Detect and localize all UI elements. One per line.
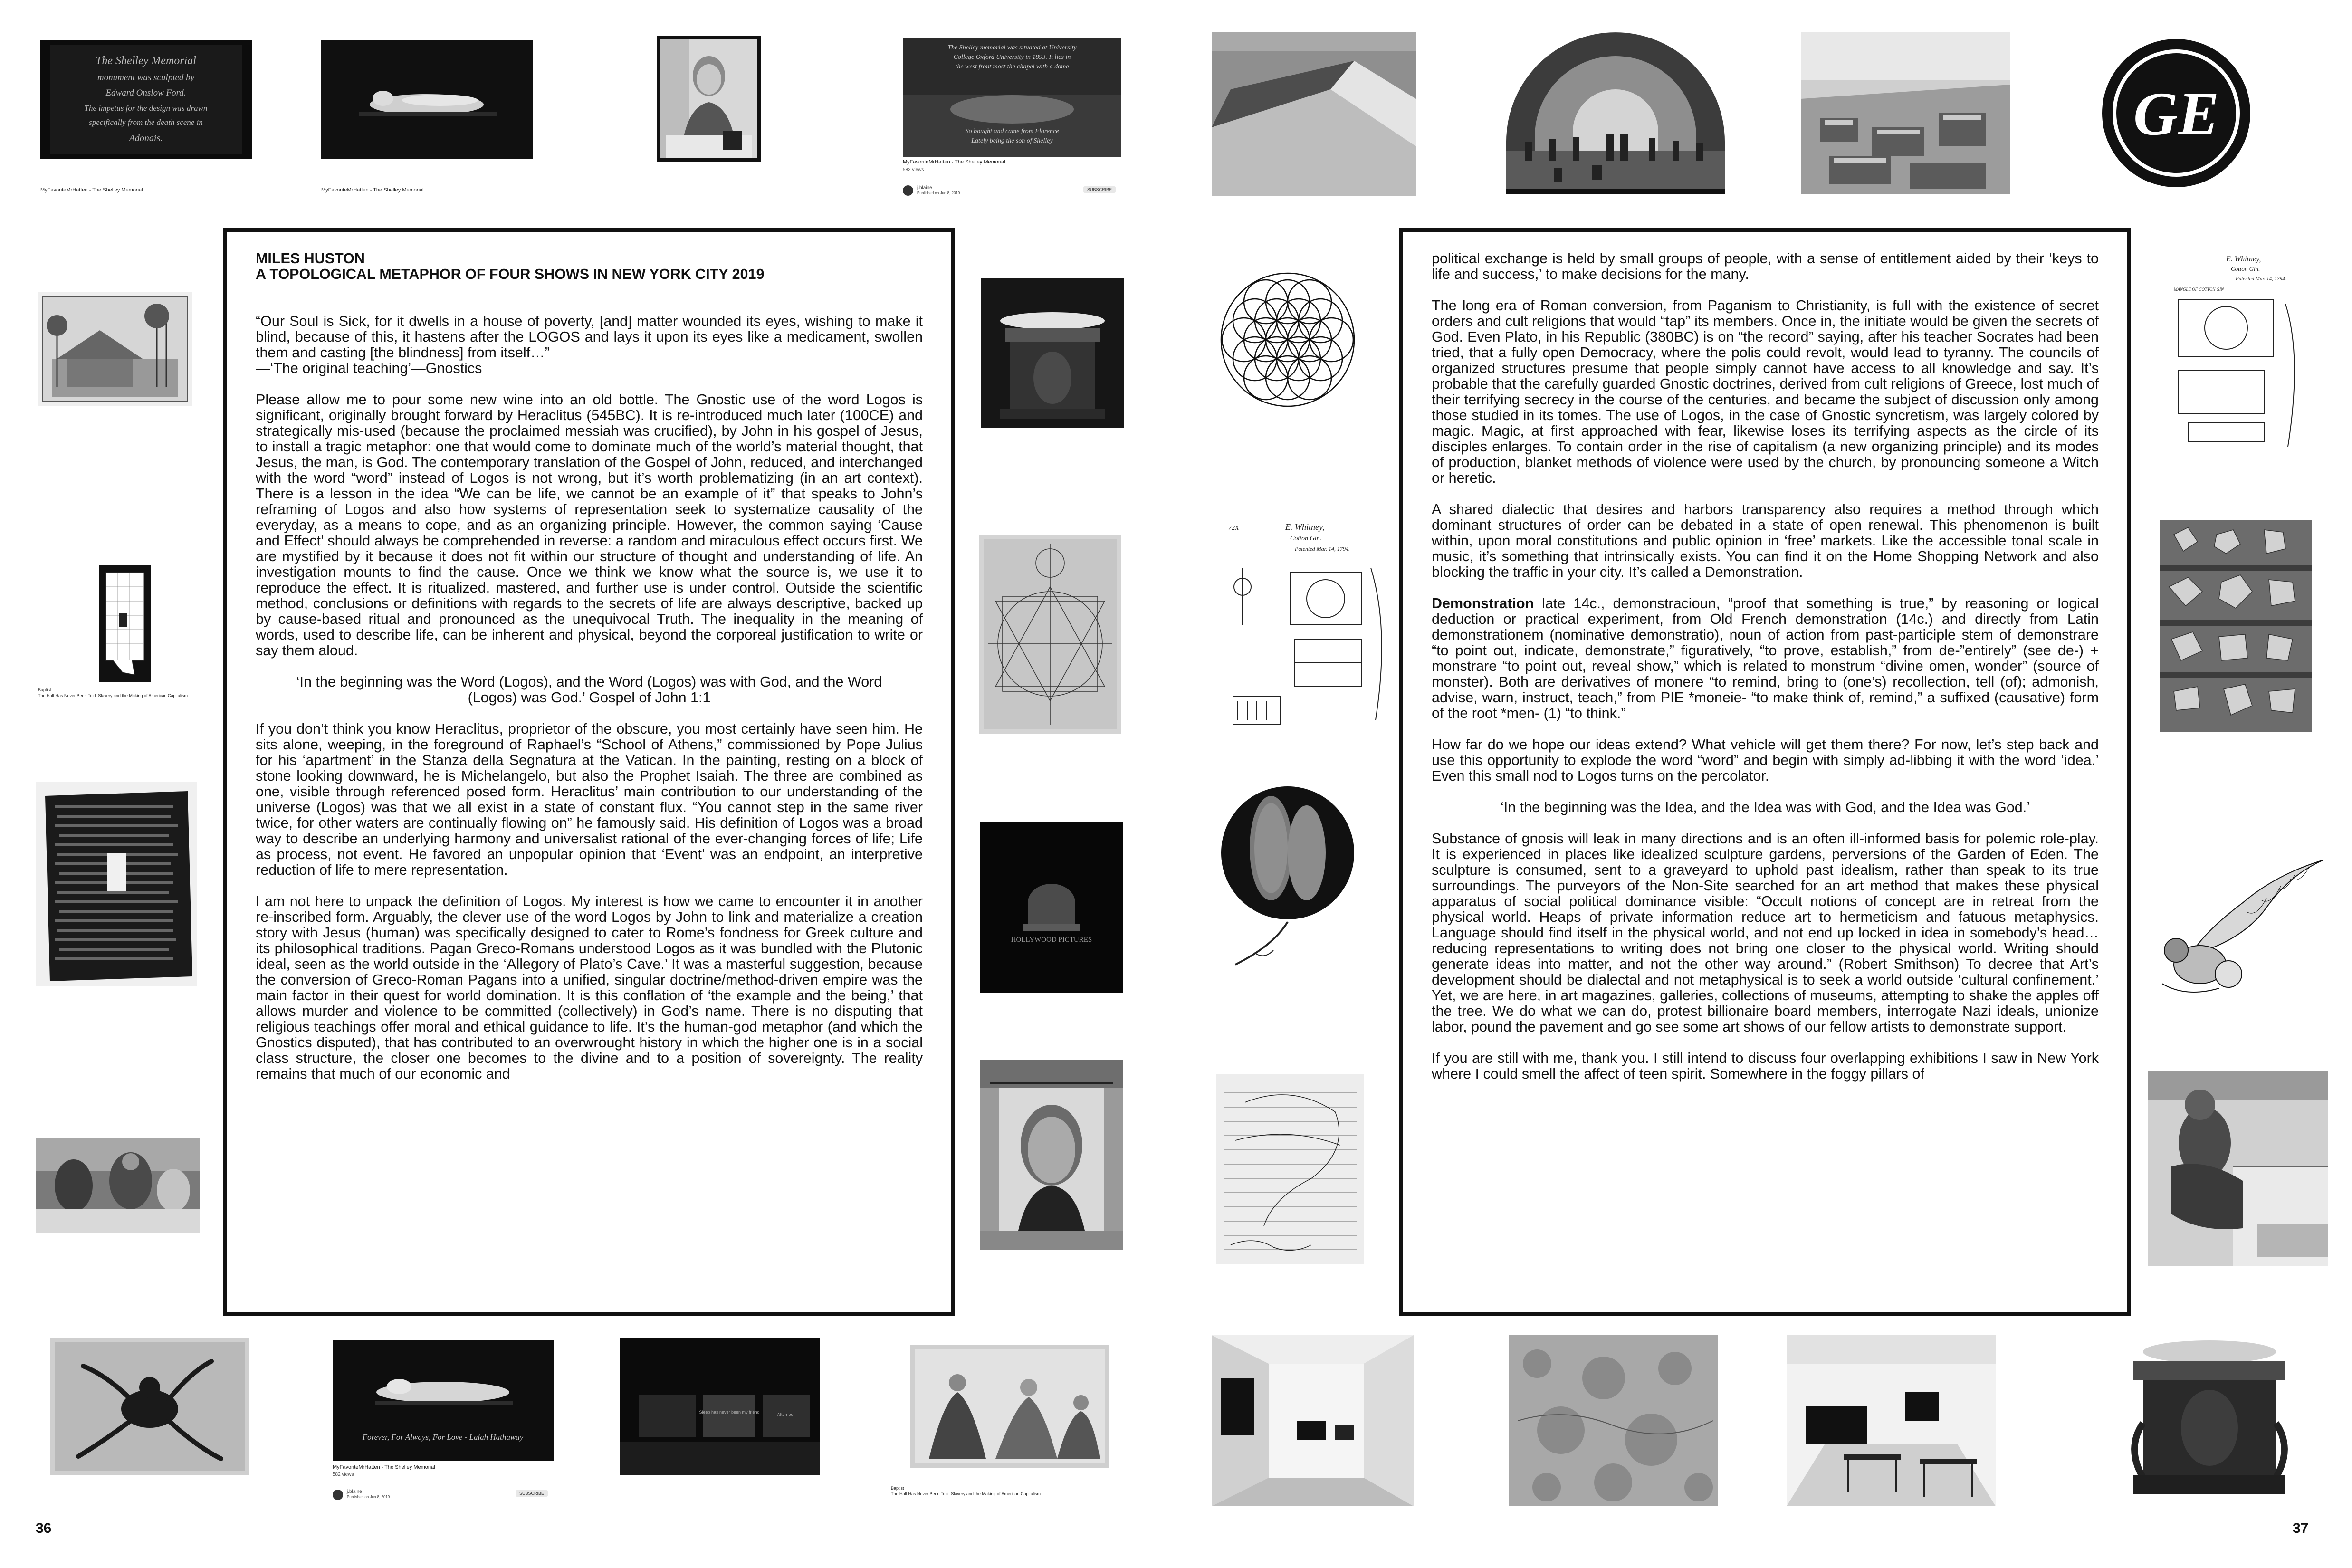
- epigraph: “Our Soul is Sick, for it dwells in a house of poverty, [and] matter wounded its eyes, wishing to make it blind, because of this, it hastens after the LOGOS and lays it upon its eyes like a medicament, swollen them and casting [the blindness] from itself…”: [256, 313, 923, 361]
- papyrus-image: [36, 782, 197, 986]
- poem-line: Edward Onslow Ford.: [105, 88, 186, 98]
- hollywood-pictures-image: [980, 822, 1123, 993]
- handwritten-score-image: [1216, 1074, 1364, 1264]
- poster-portrait-image: [980, 1060, 1123, 1250]
- dark-room-screen-text: Sleep has never been my friend: [699, 1410, 760, 1415]
- white-gallery-screens-image: [1212, 1335, 1414, 1506]
- platonic-solids-image: [2160, 520, 2312, 732]
- school-of-athens-image: [1506, 32, 1725, 194]
- heraclitus-detail-image: [36, 1138, 200, 1233]
- poem-line: monument was sculpted by: [97, 73, 195, 83]
- video-top-views: 582 views: [903, 167, 924, 172]
- video-top-title: MyFavoriteMrHatten - The Shelley Memorial: [903, 159, 1005, 165]
- shelley-statue-dark-image: [321, 40, 533, 159]
- cornucopia-image: [2148, 846, 2333, 1003]
- video-poem-line: So bought and came from Florence: [965, 128, 1059, 135]
- right-article-box: [1399, 228, 2131, 1316]
- dark-room-screen-text-2: Afternoon: [777, 1412, 796, 1417]
- video-bottom-title: MyFavoriteMrHatten - The Shelley Memorial: [333, 1464, 435, 1470]
- vitruvian-diagram-image: [979, 535, 1121, 734]
- portrait-woman-image: [657, 36, 761, 162]
- shelley-poem-caption: MyFavoriteMrHatten - The Shelley Memorial: [40, 187, 143, 193]
- victorian-caption-2: The Half Has Never Been Told: Slavery and the Making of American Capitalism: [891, 1492, 1041, 1496]
- article-author: MILES HUSTON: [256, 250, 365, 267]
- video-poem-line: Lately being the son of Shelley: [971, 137, 1053, 144]
- patent-right-title: Cotton Gin.: [2231, 265, 2260, 272]
- white-gallery-tables-image: [1787, 1335, 1996, 1506]
- patent-left-number: 72X: [1228, 525, 1239, 532]
- left-paragraph-2: If you don’t think you know Heraclitus, proprietor of the obscure, you most certainly have seen him. He sits alone, weeping, in the foreground of Raphael’s “School of Athens,” commissioned by Pope Julius for his ‘apartment’ in the Stanza della Segnatura at the Vatican. In the painting, resting on a block of stone looking downward, he is Michelangelo, but also the Prophet Isaiah. The three are combined as one, visible through referenced posed form. Heraclitus’ main contribution to our understanding of the universe (Logos) was that we all exist in a state of constant flux. “You cannot step in the same river twice, for other waters are continually flowing on” he famously said. His definition of Logos was a broad way to describe an underlying harmony and universalist rational of the ever-changing forces of life; Life as process, not event. He favored an unpopular opinion that ‘Event’ was an endpoint, an interpretive reduction of life to mere representation.: [256, 721, 923, 878]
- stone-block-image: [1212, 32, 1416, 196]
- video-bottom-views: 582 views: [333, 1472, 354, 1477]
- poem-line: The Shelley Memorial: [96, 55, 196, 67]
- mississippi-caption-2: The Half Has Never Been Told: Slavery and the Making of American Capitalism: [38, 693, 188, 698]
- idea-quote: ‘In the beginning was the Idea, and the Idea was with God, and the Idea was God.’: [1501, 799, 2030, 815]
- patent-left-title: Cotton Gin.: [1290, 535, 1322, 542]
- poem-line: specifically from the death scene in: [89, 118, 203, 127]
- page-number-left: 36: [36, 1520, 52, 1536]
- left-paragraph-3: I am not here to unpack the definition of Logos. My interest is how we came to encounter it in another re-inscribed form. Arguably, the clever use of the word Logos by John to link and materialize a creation story with Jesus (human) was specifically designed to cater to Rome’s fondness for Greek culture and its philosophical traditions. Pagan Greco-Romans understood Logos as it was bundled with the Plutonic ideal, seen as the world outside in the ‘Allegory of Plato’s Cave.’ It was a masterful suggestion, because the conversion of Greco-Roman Pagans into a unified, singular doctrine/method-driven empire was the main factor in their quest for world domination. It is this conflation of ‘the example and the being,’ that allows murder and violence to be committed (collectively) in God’s name. There is no disputing that religious teachings offer moral and ethical guidance to life. It’s the human-god metaphor (and which the Gnostics disputed), that has contributed to an overwrought history in which the higher one is in a social class structure, the closer one becomes to the divine and to a position of sovereignty. The reality remains that much of our economic and: [256, 893, 923, 1082]
- patent-right-label: MANGLE OF COTTON GIN: [2174, 287, 2224, 292]
- ruins-image: [1801, 32, 2010, 194]
- mississippi-map-image: [99, 565, 151, 682]
- video-bottom-date: Published on Jun 8, 2019: [347, 1495, 390, 1499]
- left-article-column: [256, 251, 923, 1303]
- victorian-caption-1: Baptist: [891, 1486, 904, 1491]
- video-screenshot-bottom: [333, 1340, 554, 1461]
- shelley-statue-caption: MyFavoriteMrHatten - The Shelley Memorial: [321, 187, 424, 193]
- video-bottom-user: j.blaine: [347, 1489, 362, 1494]
- ge-logo-text: GE: [2133, 80, 2219, 148]
- hollywood-text: HOLLYWOOD PICTURES: [1011, 936, 1092, 944]
- patent-right-date: Patented Mar. 14, 1794.: [2236, 276, 2286, 282]
- article-title-block: [256, 251, 923, 282]
- patent-left-name: E. Whitney,: [1285, 522, 1325, 532]
- ge-logo: [2100, 37, 2252, 189]
- shelley-memorial-photo: [2114, 1328, 2304, 1506]
- patent-left-date: Patented Mar. 14, 1794.: [1295, 545, 1350, 552]
- engraving-house-image: [38, 292, 192, 406]
- patent-right-name: E. Whitney,: [2226, 255, 2261, 263]
- page-number-right: 37: [2293, 1520, 2309, 1536]
- article-headline: A TOPOLOGICAL METAPHOR OF FOUR SHOWS IN NEW YORK CITY 2019: [256, 266, 765, 282]
- shelley-poem-image: [40, 40, 252, 159]
- gospel-quote: ‘In the beginning was the Word (Logos), and the Word (Logos) was with God, and the Word (Logos) was God.’ Gospel of John 1:1: [296, 674, 882, 706]
- right-paragraph-1: The long era of Roman conversion, from Paganism to Christianity, is full with the existence of secret orders and cult religions that would “tap” its members. Once in, the initiate would be given the secrets of God. Even Plato, in his Republic (380BC) is on “the record” saying, after his teacher Socrates had been tried, that a fully open Democracy, where the polis could revolt, would lead to tyranny. The councils of organized structures presume that people simply cannot have access to all knowledge and say. It’s probable that the carefully guarded Gnostic doctrines, derived from cult religions of Greece, lost much of their terrifying secrecy in the course of the centuries, and became the subject of discussion only among those studied in its tomes. The use of Logos, in the case of Gnostic syncretism, was largely colored by magic. Magic, at first approached with fear, likewise loses its terrifying aspects as the circle of its disciples enlarges. To contain order in the rise of capitalism (a new organizing principle) and its modes of production, blanket methods of violence were used by the church, by pronouncing someone a Witch or heretic.: [1432, 297, 2099, 486]
- cotton-gin-patent-right: [2160, 247, 2312, 459]
- frog-xray-image: [50, 1338, 249, 1475]
- definition-term: Demonstration: [1432, 595, 1534, 612]
- victorian-women-image: [910, 1345, 1109, 1468]
- video-top-subscribe-button[interactable]: SUBSCRIBE: [1083, 186, 1116, 193]
- definition-text: late 14c., demonstracioun, “proof that something is true,” by reasoning or logical deduction or practical experiment, from Old French demonstration (14c.) and directly from Latin demonstrationem (nominative demonstratio), noun of action from past-participle stem of demonstrare “to point out, indicate, demonstrate,” figuratively, “to prove, establish,” from de-”entirely” (see de-) + monstrare “to point out, reveal show,” which is related to monstrum “divine omen, wonder” (source of monster). Both are derivatives of monere “to remind, bring to (one’s) recollection, tell (of); admonish, advise, warn, instruct, teach,” from PIE *moneie- “to make think of, remind,” a suffixed (causative) form of the root *men- (1) “to think.”: [1432, 595, 2099, 721]
- right-paragraph-2: A shared dialectic that desires and harbors transparency also requires a method through which dominant structures of order can be debated in a state of open renewal. This phenomenon is built within, upon moral constitutions and public opinion in ‘free’ markets. Like the accessible tonal scale in music, it’s something that intrinsically exists. You can find it on the Home Shopping Network and also blocking the traffic in your city. It’s called a Demonstration.: [1432, 501, 2099, 580]
- video-poem-line: the west front most the chapel with a dome: [955, 63, 1069, 70]
- cotton-gin-patent-left: [1224, 511, 1397, 734]
- texture-surface-image: [1509, 1335, 1718, 1506]
- video-poem-line: College Oxford University in 1893. It lies in: [953, 54, 1071, 61]
- poem-line: The impetus for the design was drawn: [84, 104, 208, 113]
- video-bottom-subscribe-button[interactable]: SUBSCRIBE: [516, 1490, 548, 1497]
- right-paragraph-5: Substance of gnosis will leak in many directions and is an often ill-informed basis for polemic role-play. It is experienced in places like idealized sculpture gardens, perversions of the Garden of Eden. The sculpture is consumed, sent to a graveyard to uphold past idealism, rather than speak to its true surroundings. The purveyors of the Non-Site searched for an art method that makes these physical apparatus of social political dominance visible: “Occult notions of concept are in retreat from the physical world. Heaps of private information reduce art to hermeticism and fatuous metaphysics. Language should find itself in the physical world, and not end up locked in idea in somebody’s head… reducing representations to writing does not bring one closer to the physical world. Writing should generate ideas into matter, and not the other way around.” (Robert Smithson) To decree that Art’s development should be dialectal and not metaphysical is to seek a world outside ‘cultural confinement.’ Yet, we are here, in art magazines, galleries, collections of museums, attempting to shake the apples off the tree. We do what we can do, protest billionaire board members, interrogate Nazi ideals, unionize labor, pound the pavement and go see some art shows of our fellow artists to demonstrate support.: [1432, 831, 2099, 1035]
- right-article-column: [1432, 251, 2099, 1303]
- left-paragraph-1: Please allow me to pour some new wine into an old bottle. The Gnostic use of the word Logos is significant, originally brought forward by Heraclitus (545BC). It is re-introduced much later (100CE) and strategically mis-used (because the proclaimed messiah was crucified), by John in his gospel of Jesus, to install a tragic metaphor: one that would come to dominate much of the world’s material thought, that Jesus, the man, is God. The contemporary translation of the Gospel of John, reduced, and interchanged with the word “word” instead of Logos is not wrong, but it’s worth problematizing (in an art context). There is a lesson in the idea “We can be life, we cannot be an example of it” that speaks to John’s reframing of Logos and also how systems of representation seek to systematize causality of the everyday, as a means to cope, and as an organizing principle. However, the common saying ‘Cause and Effect’ should always be comprehended in reverse: a random and miraculous effect occurs first. We are mystified by it because it does not fit within our structure of thought and understanding of life. An investigation mounts to find the cause. Once we think we know what the source is, we use it to reproduce the effect. It is ritualized, mastered, and further use is under control. Outside the scientific method, conclusions or definitions with regards to the secrets of life are always descriptive, backed up by cause-based ritual and pronounced as the unequivocal Truth. The inequality in the meaning of words, used to describe life, can be inherent and physical, beyond the corporeal justification to write or say them aloud.: [256, 392, 923, 659]
- heraclitus-painting-image: [2148, 1071, 2328, 1266]
- poem-line: Adonais.: [129, 133, 163, 143]
- dark-gallery-image: [620, 1338, 820, 1475]
- right-paragraph-0: political exchange is held by small groups of people, with a sense of entitlement aided by their ‘keys to life and success,’ to make decisions for the many.: [1432, 250, 2099, 282]
- video-poem-line: The Shelley memorial was situated at University: [947, 44, 1077, 51]
- video-top-date: Published on Jun 8, 2019: [917, 191, 960, 195]
- right-paragraph-4: How far do we hope our ideas extend? What vehicle will get them there? For now, let’s step back and use this opportunity to explode the word “word” and begin with simply ad-libbing it with the word ‘idea.’ Even this small nod to Logos turns on the percolator.: [1432, 736, 2099, 784]
- video-bottom-avatar: [333, 1490, 343, 1500]
- video-top-avatar: [903, 185, 913, 196]
- video-bottom-overlay: Forever, For Always, For Love - Lalah Hathaway: [362, 1433, 524, 1442]
- mississippi-caption-1: Baptist: [38, 688, 51, 692]
- video-top-user: j.blaine: [917, 185, 932, 191]
- shelley-sculpture-image: [981, 278, 1124, 428]
- microscope-cells-image: [1216, 770, 1359, 969]
- video-screenshot-poem: [903, 38, 1121, 157]
- epigraph-source: —‘The original teaching’—Gnostics: [256, 360, 482, 376]
- flower-of-life-image: [1216, 268, 1359, 411]
- left-article-box: [223, 228, 955, 1316]
- right-paragraph-3: [1432, 596, 2099, 721]
- right-paragraph-6: If you are still with me, thank you. I still intend to discuss four overlapping exhibitions I saw in New York where I could smell the affect of teen spirit. Somewhere in the foggy pillars of: [1432, 1050, 2099, 1082]
